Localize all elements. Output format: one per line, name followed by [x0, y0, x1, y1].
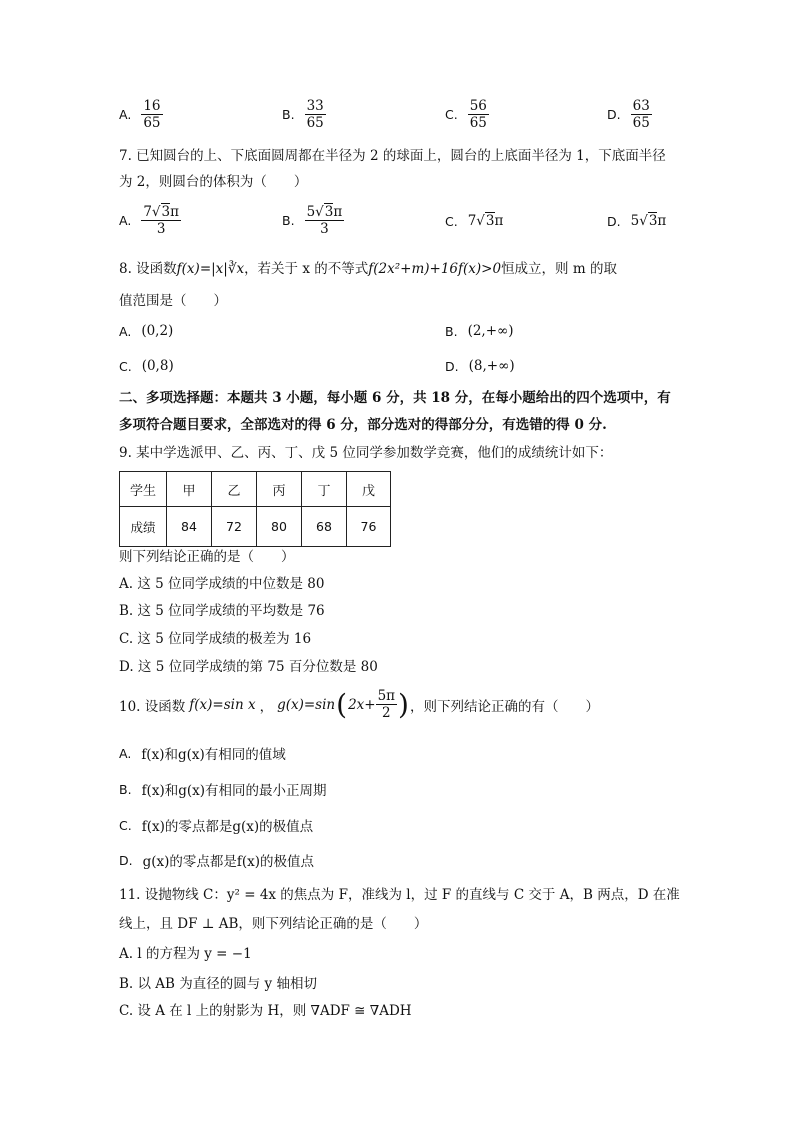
q6-option-b [282, 98, 326, 131]
section2-heading-line2: 多项符合题目要求，全部选对的得 6 分，部分选对的得部分分，有选错的得 0 分. [119, 417, 607, 433]
table-cell: 72 [212, 507, 257, 547]
q7-stem-line2: 为 2，则圆台的体积为（ ） [119, 174, 308, 190]
option-label: A. [119, 107, 132, 122]
q10-option-d [119, 850, 314, 870]
table-cell: 甲 [167, 472, 212, 507]
table-header-row [120, 472, 391, 507]
table-cell: 乙 [212, 472, 257, 507]
option-value: f(x)和g(x)有相同的最小正周期 [141, 783, 327, 799]
option-label: B. [282, 213, 295, 228]
option-label: D. [119, 852, 133, 868]
fraction: $\frac{16}{65}$ [143, 98, 161, 131]
table-cell: 戊 [347, 472, 391, 507]
option-value: f(x)和g(x)有相同的值域 [141, 747, 286, 763]
table-cell: 84 [167, 507, 212, 547]
option-label: C. [119, 358, 132, 374]
fraction: $\frac{63}{65}$ [632, 98, 650, 131]
q7-option-d [607, 213, 666, 229]
q6-option-d [607, 98, 652, 131]
option-value: (2,+∞) [467, 323, 514, 339]
option-value: g(x)的零点都是f(x)的极值点 [142, 854, 315, 870]
table-cell: 成绩 [120, 507, 167, 547]
option-label: A. [119, 745, 132, 761]
option-label: C. [119, 817, 132, 833]
q8-function: f(x)=|x|∛x [176, 261, 245, 277]
scores-table [119, 471, 391, 547]
option-label: B. [445, 323, 458, 339]
fraction: $\frac{33}{65}$ [306, 98, 324, 131]
q11-option-c: C. 设 A 在 l 上的射影为 H，则 ∇ADF ≅ ∇ADH [119, 1003, 412, 1019]
fraction: $\frac{56}{65}$ [469, 98, 487, 131]
q10-option-c [119, 815, 313, 835]
q10-option-b [119, 779, 327, 799]
q9-option-d: D. 这 5 位同学成绩的第 75 百分位数是 80 [119, 659, 378, 675]
fraction: $\frac{5√3\pi}{3}$ [306, 204, 343, 237]
option-label: B. [119, 781, 132, 797]
option-value: 7√3π [467, 213, 504, 229]
q8-inequality: f(2x²+m)+16f(x)>0 [368, 261, 502, 277]
option-label: D. [607, 213, 621, 229]
q7-option-c [445, 213, 503, 229]
option-label: D. [445, 358, 459, 374]
table-row [120, 507, 391, 547]
q11-stem-line2: 线上，且 DF ⊥ AB，则下列结论正确的是（ ） [119, 916, 428, 932]
q8-option-d [445, 358, 515, 374]
q7-option-b [282, 204, 344, 237]
q11-option-a: A. l 的方程为 y = −1 [119, 946, 252, 962]
option-value: (0,8) [141, 358, 174, 374]
table-cell: 68 [302, 507, 347, 547]
table-cell: 丁 [302, 472, 347, 507]
q10-suffix: ，则下列结论正确的有（ ） [409, 698, 599, 715]
option-value: f(x)的零点都是g(x)的极值点 [141, 819, 314, 835]
q10-f: f(x)=sin x [189, 696, 256, 713]
table-cell: 80 [257, 507, 302, 547]
q11-option-b: B. 以 AB 为直径的圆与 y 轴相切 [119, 976, 317, 992]
q9-option-b: B. 这 5 位同学成绩的平均数是 76 [119, 603, 325, 619]
table-cell: 76 [347, 507, 391, 547]
table-cell: 丙 [257, 472, 302, 507]
fraction: $\frac{5\pi}{2}$ [377, 688, 396, 721]
q8-stem-line1: 8. 设函数f(x)=|x|∛x，若关于 x 的不等式f(2x²+m)+16f(x)>0恒成立，则 m 的取 [119, 261, 617, 277]
option-label: A. [119, 323, 132, 339]
fraction: $\frac{7√3\pi}{3}$ [143, 204, 179, 237]
option-label: D. [607, 107, 621, 122]
option-value: (8,+∞) [468, 358, 515, 374]
q9-option-c: C. 这 5 位同学成绩的极差为 16 [119, 631, 312, 647]
option-label: C. [445, 213, 458, 229]
option-label: B. [282, 107, 295, 122]
table-cell: 学生 [120, 472, 167, 507]
q10-g: g(x)=sin [277, 696, 336, 713]
q11-stem-line1: 11. 设抛物线 C：y² = 4x 的焦点为 F，准线为 l，过 F 的直线与 C 交于 A，B 两点，D 在准 [119, 887, 680, 903]
q8-option-a [119, 323, 173, 339]
q8-option-c [119, 358, 174, 374]
q10-stem: 10. 设函数 f(x)=sin x ， g(x)=sin ( 2x+ $\frac{5\pi}{2}$ ) ，则下列结论正确的有（ ） [119, 687, 599, 721]
option-label: A. [119, 213, 132, 228]
q6-option-a [119, 98, 163, 131]
option-value: 5√3π [630, 213, 667, 229]
q7-stem-line1: 7. 已知圆台的上、下底面圆周都在半径为 2 的球面上，圆台的上底面半径为 1，下底面半径 [119, 148, 666, 164]
q9-stem: 9. 某中学选派甲、乙、丙、丁、戊 5 位同学参加数学竞赛，他们的成绩统计如下： [119, 445, 613, 461]
q6-option-c [445, 98, 489, 131]
option-label: C. [445, 107, 458, 122]
q10-prefix: 10. 设函数 [119, 698, 186, 715]
q8-option-b [445, 323, 514, 339]
q9-option-a: A. 这 5 位同学成绩的中位数是 80 [119, 576, 325, 592]
section2-heading-line1: 二、多项选择题：本题共 3 小题，每小题 6 分，共 18 分，在每小题给出的四个选项中，有 [119, 390, 671, 406]
q9-question: 则下列结论正确的是（ ） [119, 549, 295, 565]
q10-g-inner: 2x+ [348, 696, 376, 713]
q8-stem-line2: 值范围是（ ） [119, 293, 227, 309]
q10-option-a [119, 743, 286, 763]
q7-option-a [119, 204, 181, 237]
option-value: (0,2) [141, 323, 174, 339]
